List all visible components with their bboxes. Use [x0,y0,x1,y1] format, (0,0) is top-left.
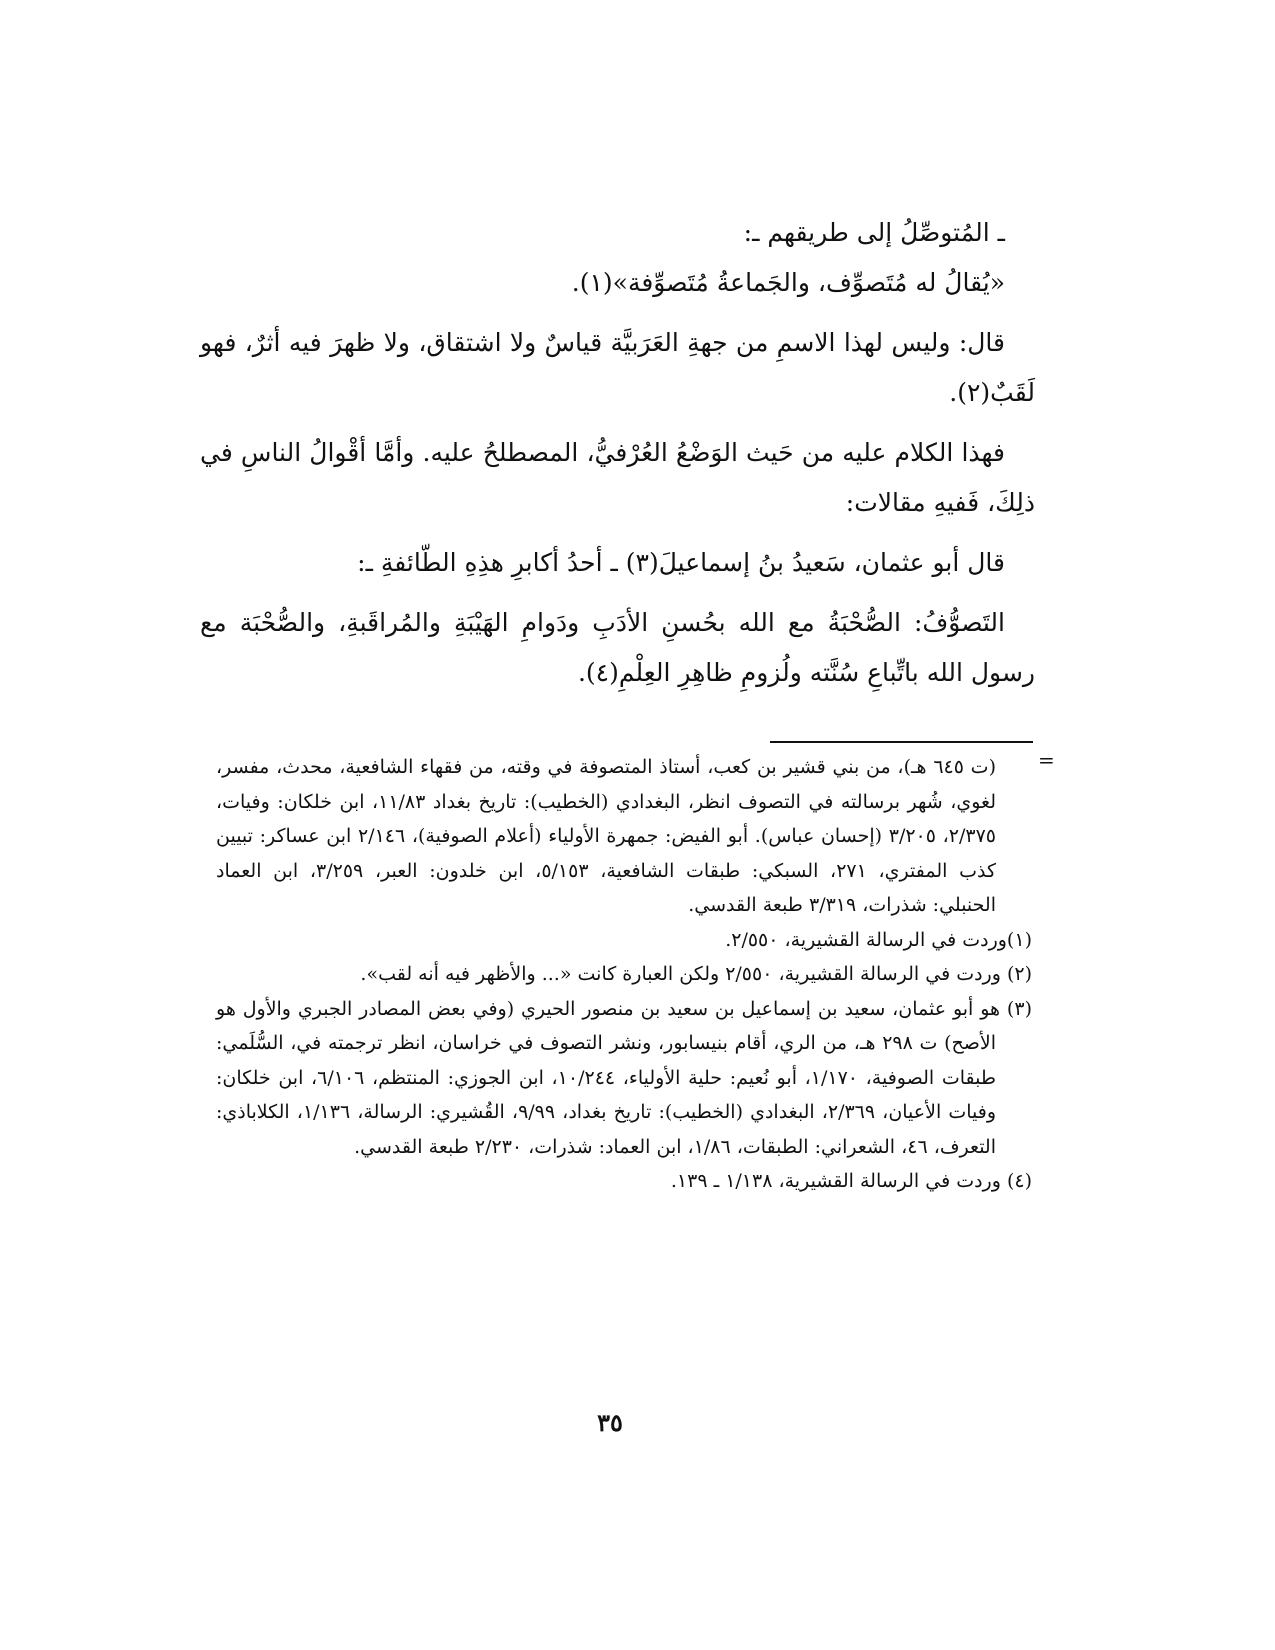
main-paragraph-2: فهذا الكلام عليه من حَيث الوَضْعُ العُرْفيُّ، المصطلحُ عليه. وأمَّا أقْوالُ الناسِ في ذلِكَ، فَفيهِ مقالات: [200,438,1035,517]
main-line-1: ـ المُتوصِّلُ إلى طريقهم ـ: [743,218,1005,247]
footnote-3: (٣) هو أبو عثمان، سعيد بن إسماعيل بن سعيد بن منصور الحيري (وفي بعض المصادر الجبري والأول هو الأصح) ت ٢٩٨ هـ، من الري، أقام بنيسابور، ونشر التصوف في خراسان، انظر ترجمته في، السُّلَمي: طبقات الصوفية، ١/١٧٠، أبو نُعيم: حلية الأولياء، ١٠/٢٤٤، ابن الجوزي: المنتظم، ٦/١٠٦، ابن خلكان: وفيات الأعيان، ٢/٣٦٩، البغدادي (الخطيب): تاريخ بغداد، ٩/٩٩، القُشيري: الرسالة، ١/١٣٦، الكلاباذي: التعرف، ٤٦، الشعراني: الطبقات، ١/٨٦، ابن العماد: شذرات، ٢/٢٣٠ طبعة القدسي. [216,997,1032,1158]
footnotes [216,750,1032,1199]
main-text [200,208,1035,708]
footnote-continuation: (ت ٦٤٥ هـ)، من بني قشير بن كعب، أستاذ المتصوفة في وقته، من فقهاء الشافعية، محدث، مفسر، لغوي، شُهر برسالته في التصوف انظر، البغدادي (الخطيب): تاريخ بغداد ١١/٨٣، ابن خلكان: وفيات، ٢/٣٧٥، ٣/٢٠٥ (إحسان عباس). أبو الفيض: جمهرة الأولياء (أعلام الصوفية)، ٢/١٤٦ ابن عساكر: تبيين كذب المفتري، ٢٧١، السبكي: طبقات الشافعية، ٥/١٥٣، ابن خلدون: العبر، ٣/٢٥٩، ابن العماد الحنبلي: شذرات، ٣/٣١٩ طبعة القدسي. [216,756,996,916]
main-paragraph-3: قال أبو عثمان، سَعيدُ بنُ إسماعيلَ(٣) ـ أحدُ أكابرِ هذِهِ الطّائفةِ ـ: [357,548,1005,577]
main-line-2: «يُقالُ له مُتَصوِّف، والجَماعةُ مُتَصوِّفة»(١). [571,268,1005,297]
footnote-continuation-mark: = [1038,748,1055,772]
page-number: ٣٥ [597,1408,623,1437]
footnote-2: (٢) وردت في الرسالة القشيرية، ٢/٥٥٠ ولكن العبارة كانت «... والأظهر فيه أنه لقب». [360,963,1032,985]
footnote-4: (٤) وردت في الرسالة القشيرية، ١/١٣٨ ـ ١٣٩. [670,1170,1032,1192]
footnote-1: (١)وردت في الرسالة القشيرية، ٢/٥٥٠. [725,928,1032,951]
main-paragraph-1: قال: وليس لهذا الاسمِ من جهةِ العَرَبيَّة قياسٌ ولا اشتقاق، ولا ظهرَ فيه أثرٌ، فهو لَقَبٌ(٢). [200,328,1035,407]
main-paragraph-4: التَصوُّفُ: الصُّحْبَةُ مع الله بحُسنِ الأدَبِ ودَوامِ الهَيْبَةِ والمُراقَبةِ، والصُّحْبَة مع رسول الله باتِّباعِ سُنَّته ولُزومِ ظاهِرِ العِلْمِ(٤). [200,608,1035,687]
footnote-separator [770,741,1033,743]
